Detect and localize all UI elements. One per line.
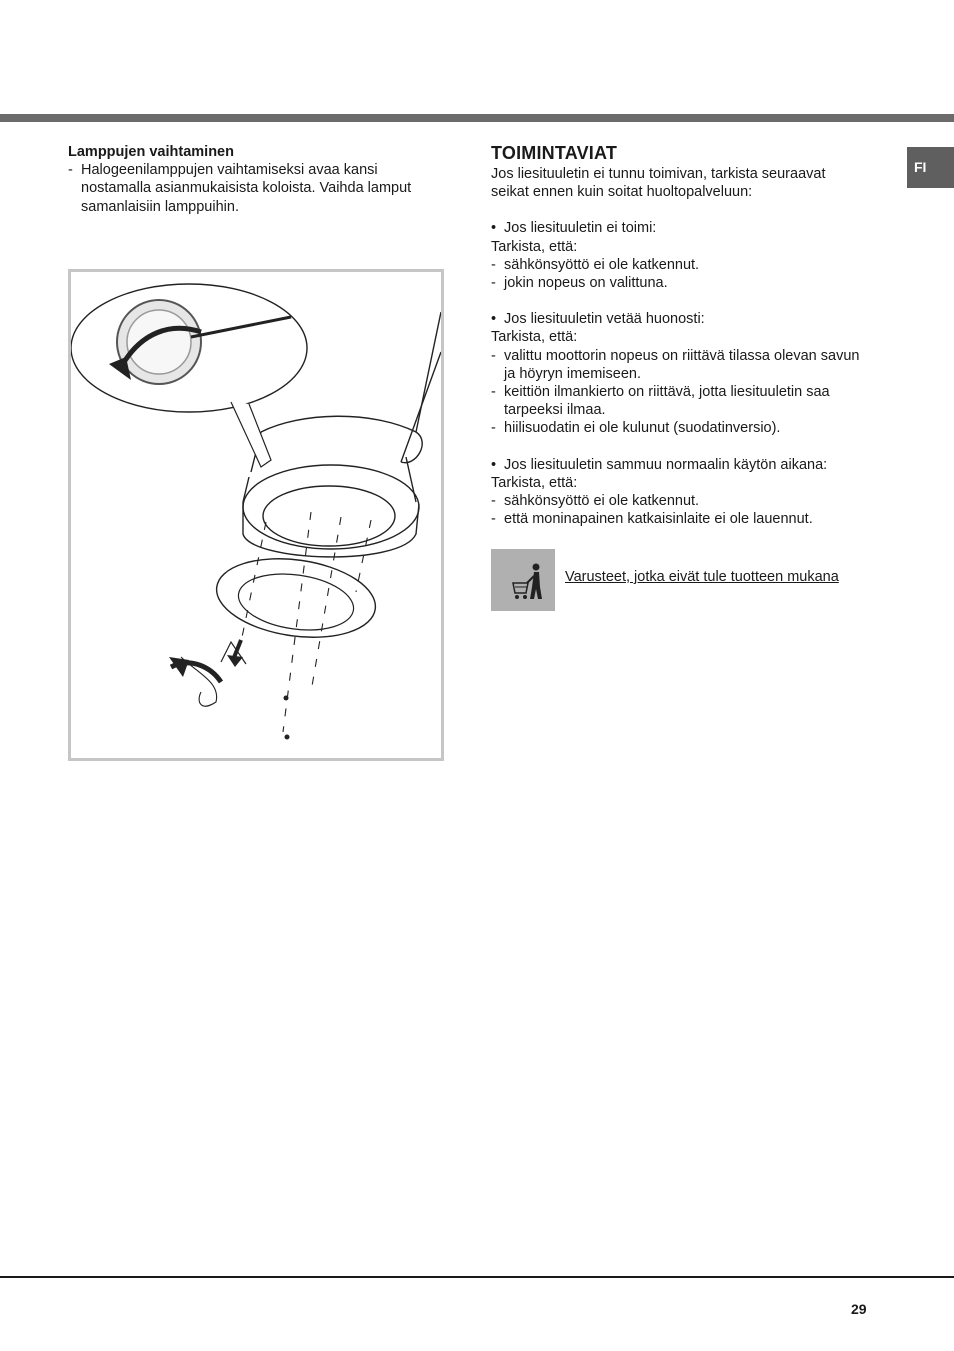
check-item-line: sähkönsyöttö ei ole katkennut. — [504, 256, 700, 273]
check-item-line: että moninapainen katkaisinlaite ei ole lauennut. — [504, 511, 813, 528]
dash-marker: - — [491, 384, 496, 401]
check-label: Tarkista, että: — [491, 329, 578, 346]
top-bar — [0, 114, 954, 122]
check-item — [491, 347, 881, 383]
lamp-replacement-illustration — [68, 269, 444, 761]
bullet-marker: • — [491, 311, 497, 328]
accessory-note — [491, 549, 891, 611]
lamp-section-title: Lamppujen vaihtaminen — [68, 144, 234, 160]
problem-bullet — [491, 456, 881, 474]
bullet-marker: • — [491, 220, 497, 237]
shopping-cart-person-icon — [491, 549, 555, 611]
intro-line: Jos liesituuletin ei tunnu toimivan, tarkista seuraavat — [491, 166, 826, 182]
problem-text: Jos liesituuletin ei toimi: — [504, 220, 657, 237]
check-label: Tarkista, että: — [491, 238, 578, 255]
hood-lamp-diagram — [71, 272, 441, 758]
dash-marker: - — [68, 162, 73, 179]
problem-group — [491, 456, 881, 529]
bottom-rule — [0, 1276, 954, 1278]
problem-text: Jos liesituuletin vetää huonosti: — [504, 311, 705, 328]
problem-bullet — [491, 219, 881, 237]
troubleshooting-title: TOIMINTAVIAT — [491, 143, 618, 163]
check-label: Tarkista, että: — [491, 474, 578, 491]
down-arrow-icon — [227, 655, 243, 667]
problem-group — [491, 219, 881, 292]
check-item-line: hiilisuodatin ei ole kulunut (suodatinversio). — [504, 420, 781, 437]
check-item-line: valittu moottorin nopeus on riittävä tilassa olevan savun — [504, 347, 860, 364]
screw-icon — [285, 735, 290, 740]
screw-icon — [284, 696, 289, 701]
accessories-link[interactable]: Varusteet, jotka eivät tule tuotteen mukana — [565, 569, 839, 585]
check-item-line: keittiön ilmankierto on riittävä, jotta liesituuletin saa — [504, 384, 830, 401]
check-item-line: jokin nopeus on valittuna. — [504, 275, 668, 292]
problem-bullet — [491, 310, 881, 328]
check-item-line: tarpeeksi ilmaa. — [504, 402, 606, 419]
dash-marker: - — [491, 347, 496, 364]
dash-marker: - — [491, 420, 496, 437]
lamp-instruction-line: samanlaisiin lamppuihin. — [81, 198, 239, 215]
check-item — [491, 492, 881, 510]
lamp-instruction-line: nostamalla asianmukaisista koloista. Vaihda lamput — [81, 180, 412, 197]
intro-line: seikat ennen kuin soitat huoltopalveluun: — [491, 184, 753, 201]
dash-marker: - — [491, 275, 496, 292]
dash-marker: - — [491, 493, 496, 510]
check-item — [491, 383, 881, 419]
language-tab: FI — [907, 147, 954, 188]
dash-marker: - — [491, 511, 496, 528]
lamp-instruction-line: Halogeenilamppujen vaihtamiseksi avaa kansi — [81, 162, 378, 179]
troubleshooting-section — [491, 142, 881, 528]
lamp-section — [68, 143, 438, 216]
check-item-line: ja höyryn imemiseen. — [504, 365, 641, 382]
bullet-marker: • — [491, 456, 497, 473]
check-item — [491, 419, 881, 437]
check-item — [491, 510, 881, 528]
check-item — [491, 256, 881, 274]
check-item — [491, 274, 881, 292]
lamp-instruction-item — [68, 161, 438, 216]
problem-group — [491, 310, 881, 437]
page-number: 29 — [851, 1301, 867, 1317]
dash-marker: - — [491, 256, 496, 273]
check-item-line: sähkönsyöttö ei ole katkennut. — [504, 493, 700, 510]
problem-text: Jos liesituuletin sammuu normaalin käytön aikana: — [504, 456, 828, 473]
